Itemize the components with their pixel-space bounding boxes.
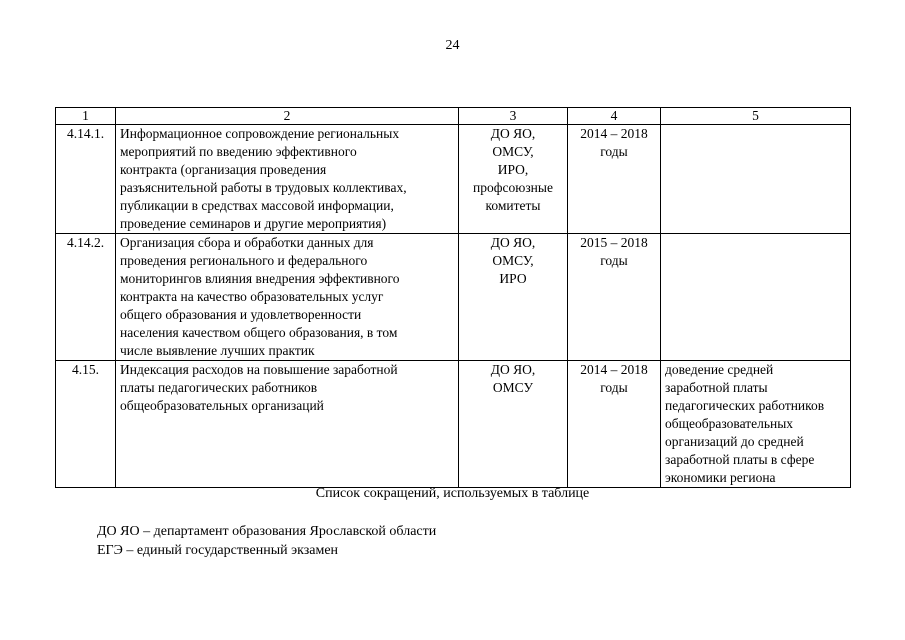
cell-description-line: разъяснительной работы в трудовых коллективах, xyxy=(120,180,407,195)
cell-description xyxy=(116,234,459,361)
cell-number: 4.15. xyxy=(56,361,116,488)
abbreviation-item: ДО ЯО – департамент образования Ярославской области xyxy=(97,524,437,539)
table-row xyxy=(56,234,851,361)
cell-result xyxy=(661,125,851,234)
cell-description-line: контракта на качество образовательных услуг xyxy=(120,289,384,304)
cell-number: 4.14.1. xyxy=(56,125,116,234)
cell-result-line: доведение средней xyxy=(665,362,774,377)
abbreviation-item: ЕГЭ – единый государственный экзамен xyxy=(97,543,339,558)
cell-description-line: платы педагогических работников xyxy=(120,380,318,395)
cell-description-line: Информационное сопровождение региональных xyxy=(120,126,400,141)
cell-result-line: педагогических работников xyxy=(665,398,825,413)
cell-number: 4.14.2. xyxy=(56,234,116,361)
cell-result-line: заработной платы в сфере xyxy=(665,452,815,467)
cell-period-line: годы xyxy=(600,144,628,159)
cell-period xyxy=(568,361,661,488)
cell-period xyxy=(568,234,661,361)
header-col-2: 2 xyxy=(116,108,459,125)
cell-description-line: населения качеством общего образования, в том xyxy=(120,325,398,340)
cell-period xyxy=(568,125,661,234)
cell-executors xyxy=(459,361,568,488)
cell-period-line: годы xyxy=(600,253,628,268)
cell-period-line: 2014 – 2018 xyxy=(580,126,648,141)
abbreviations-list xyxy=(97,522,436,560)
table-row xyxy=(56,125,851,234)
cell-executors-line: комитеты xyxy=(485,198,541,213)
cell-executors-line: ИРО xyxy=(499,271,527,286)
cell-description xyxy=(116,361,459,488)
cell-description-line: Индексация расходов на повышение заработной xyxy=(120,362,398,377)
header-col-1: 1 xyxy=(56,108,116,125)
cell-executors-line: ИРО, xyxy=(497,162,529,177)
cell-result xyxy=(661,361,851,488)
cell-executors-line: ДО ЯО, xyxy=(490,126,536,141)
cell-description-line: проведение семинаров и другие мероприятия) xyxy=(120,216,387,231)
cell-result-line: заработной платы xyxy=(665,380,768,395)
cell-description xyxy=(116,125,459,234)
cell-description-line: общеобразовательных организаций xyxy=(120,398,324,413)
cell-description-line: публикации в средствах массовой информации, xyxy=(120,198,394,213)
cell-executors-line: ДО ЯО, xyxy=(490,235,536,250)
cell-description-line: общего образования и удовлетворенности xyxy=(120,307,362,322)
table-row xyxy=(56,361,851,488)
page-number: 24 xyxy=(445,38,460,53)
cell-description-line: мониторингов влияния внедрения эффективного xyxy=(120,271,400,286)
cell-description-line: контракта (организация проведения xyxy=(120,162,327,177)
abbreviations-caption: Список сокращений, используемых в таблице xyxy=(315,486,590,501)
table-body xyxy=(56,125,851,488)
header-col-3: 3 xyxy=(459,108,568,125)
cell-executors-line: ДО ЯО, xyxy=(490,362,536,377)
cell-description-line: Организация сбора и обработки данных для xyxy=(120,235,374,250)
cell-result-line: экономики региона xyxy=(665,470,776,485)
cell-executors xyxy=(459,234,568,361)
cell-period-line: годы xyxy=(600,380,628,395)
header-col-4: 4 xyxy=(568,108,661,125)
cell-executors-line: ОМСУ xyxy=(492,380,534,395)
cell-result xyxy=(661,234,851,361)
activities-table xyxy=(55,107,851,488)
table-header-row xyxy=(56,108,851,125)
cell-result-line: организаций до средней xyxy=(665,434,804,449)
cell-executors-line: профсоюзные xyxy=(473,180,553,195)
cell-period-line: 2014 – 2018 xyxy=(580,362,648,377)
header-col-5: 5 xyxy=(661,108,851,125)
cell-period-line: 2015 – 2018 xyxy=(580,235,648,250)
cell-description-line: проведения регионального и федерального xyxy=(120,253,368,268)
cell-result-line: общеобразовательных xyxy=(665,416,794,431)
cell-description-line: мероприятий по введению эффективного xyxy=(120,144,357,159)
cell-executors-line: ОМСУ, xyxy=(492,253,534,268)
cell-description-line: числе выявление лучших практик xyxy=(120,343,315,358)
cell-executors xyxy=(459,125,568,234)
cell-executors-line: ОМСУ, xyxy=(492,144,534,159)
